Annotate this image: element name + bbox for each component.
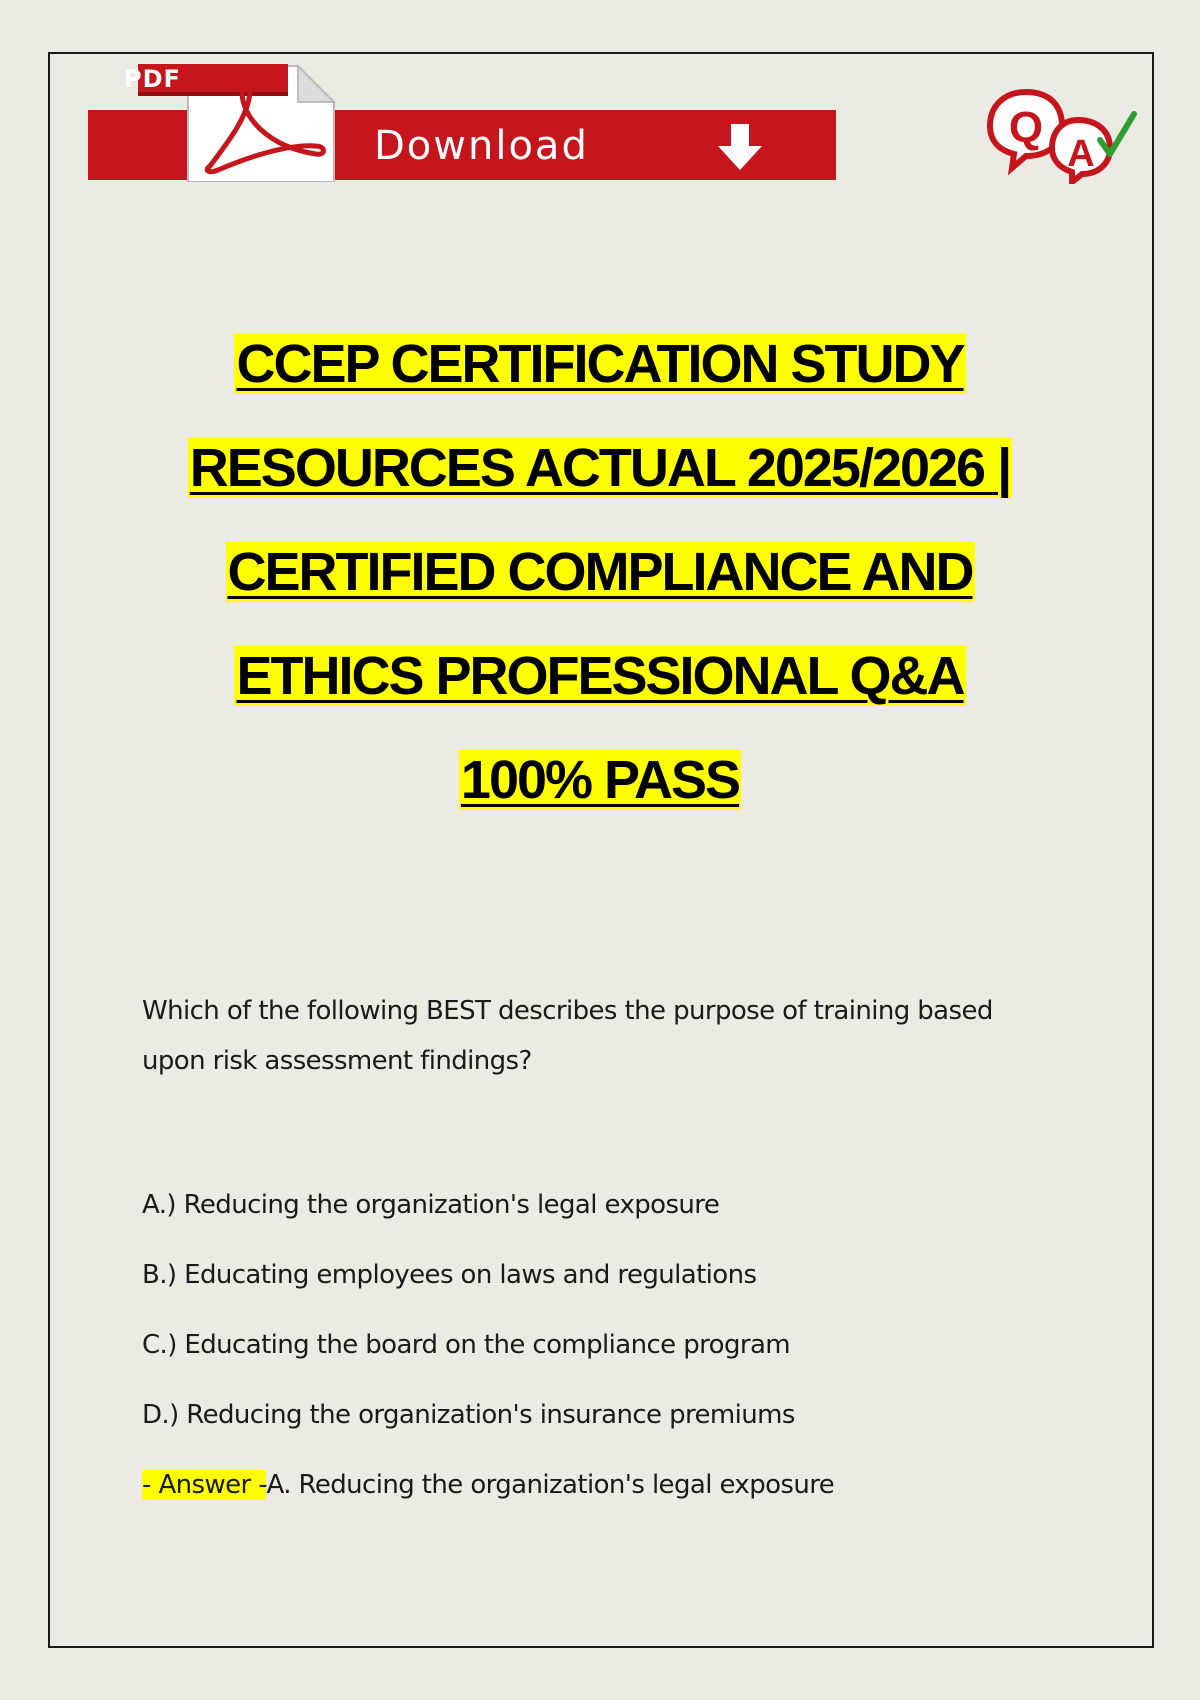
download-label: Download — [374, 123, 589, 169]
option-d: D.) Reducing the organization's insurance premiums — [142, 1400, 795, 1430]
title-line — [100, 520, 1100, 624]
title-line-text: CCEP CERTIFICATION STUDY — [236, 334, 964, 394]
option-c: C.) Educating the board on the compliance program — [142, 1330, 791, 1360]
question-block — [142, 986, 1062, 1520]
down-arrow-icon — [712, 122, 768, 172]
pdf-tag-label: PDF — [124, 65, 181, 93]
title-line-text: ETHICS PROFESSIONAL Q&A — [236, 646, 964, 706]
option-a: A.) Reducing the organization's legal exposure — [142, 1190, 720, 1220]
title-line-text: RESOURCES ACTUAL 2025/2026 | — [189, 438, 1011, 498]
question-text: Which of the following BEST describes the purpose of training based upon risk assessment findings? — [142, 996, 993, 1076]
title-line — [100, 416, 1100, 520]
title-line — [100, 312, 1100, 416]
title-line-text: CERTIFIED COMPLIANCE AND — [227, 542, 973, 602]
options-list — [142, 1170, 1062, 1450]
title-line-text: 100% PASS — [460, 750, 740, 810]
answer-line — [142, 1450, 1062, 1520]
title-line — [100, 728, 1100, 832]
qa-logo-icon — [982, 84, 1138, 184]
title-line — [100, 624, 1100, 728]
answer-label: - Answer - — [142, 1470, 267, 1500]
q-letter: Q — [1008, 103, 1044, 152]
option-b: B.) Educating employees on laws and regulations — [142, 1260, 757, 1290]
a-letter: A — [1067, 133, 1095, 175]
document-title — [100, 312, 1100, 832]
answer-text: A. Reducing the organization's legal exposure — [266, 1470, 835, 1500]
download-pdf-button[interactable] — [88, 62, 836, 182]
